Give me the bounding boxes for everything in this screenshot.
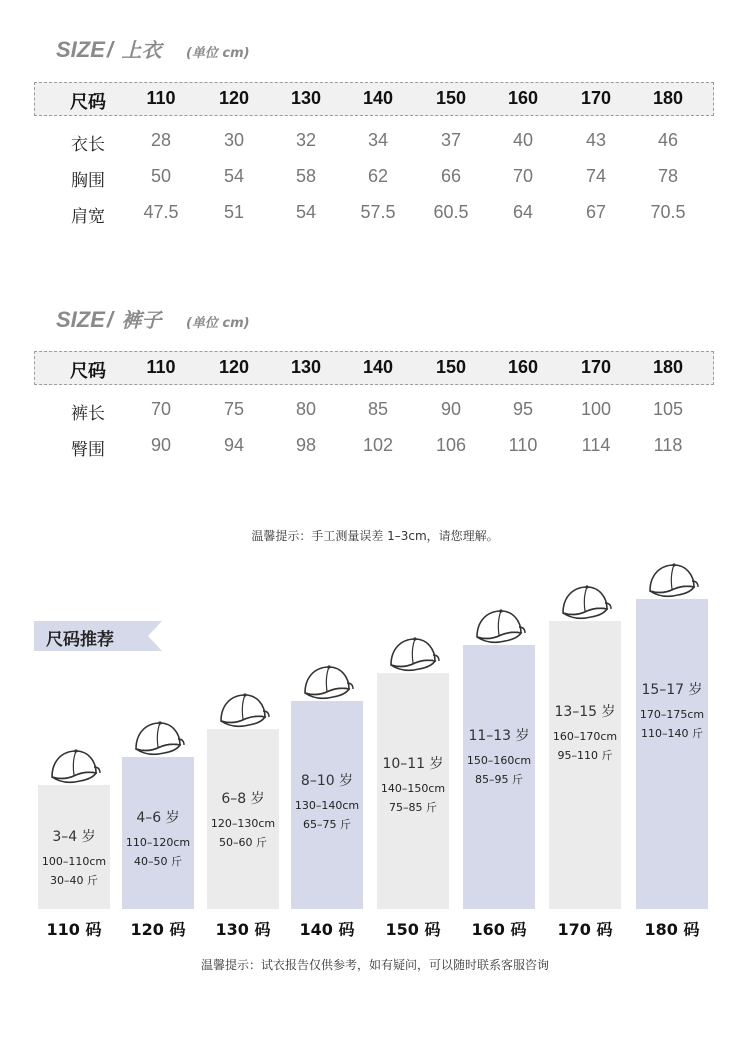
bar-size-label: 110 码 [46, 920, 102, 939]
garment-name: 上衣 [121, 38, 162, 62]
size-header-130: 130 [290, 357, 322, 377]
row-label: 裤长 [71, 404, 105, 424]
table-cell: 75 [223, 399, 245, 419]
table-cell: 85 [367, 399, 389, 419]
table-cell: 100 [580, 399, 612, 419]
size-header-160: 160 [507, 88, 539, 108]
bar-weight: 110–140 斤 [641, 727, 703, 740]
size-header-110: 110 [146, 357, 176, 377]
size-bar-2 [207, 729, 279, 909]
table-cell: 80 [295, 399, 317, 419]
table-cell: 114 [581, 435, 611, 455]
bar-age: 6–8 岁 [221, 791, 265, 807]
size-header-170: 170 [580, 88, 612, 108]
row-label: 臀围 [71, 440, 105, 460]
bar-height: 160–170cm [552, 730, 618, 743]
baseball-cap-icon [644, 561, 700, 601]
bar-age: 11–13 岁 [468, 728, 530, 744]
bar-height: 130–140cm [294, 799, 360, 812]
row-label: 肩宽 [71, 207, 105, 227]
size-header-120: 120 [218, 88, 250, 108]
unit-label: (单位 cm) [185, 46, 250, 61]
table-cell: 106 [435, 435, 467, 455]
size-header-120: 120 [218, 357, 250, 377]
bar-height: 140–150cm [380, 782, 446, 795]
table-cell: 43 [585, 130, 607, 150]
header-label: 尺码 [70, 361, 106, 382]
table-cell: 60.5 [433, 202, 469, 222]
table-cell: 110 [508, 435, 538, 455]
table-cell: 64 [512, 202, 534, 222]
size-header-140: 140 [362, 88, 394, 108]
baseball-cap-icon [215, 691, 271, 731]
size-header-160: 160 [507, 357, 539, 377]
row-label: 胸围 [71, 171, 105, 191]
size-header-180: 180 [652, 88, 684, 108]
size-word: SIZE [56, 37, 105, 62]
fit-tip: 温馨提示：试衣报告仅供参考，如有疑问，可以随时联系客服咨询 [200, 958, 549, 972]
size-bar-5 [463, 645, 535, 909]
bar-age: 13–15 岁 [554, 704, 616, 720]
table-cell: 94 [223, 435, 245, 455]
table-cell: 34 [367, 130, 389, 150]
table-cell: 90 [440, 399, 462, 419]
table-cell: 28 [150, 130, 172, 150]
bar-age: 3–4 岁 [52, 829, 96, 845]
table-cell: 66 [440, 166, 462, 186]
baseball-cap-icon [299, 663, 355, 703]
pants-section-title [56, 304, 250, 333]
table-cell: 70 [150, 399, 172, 419]
bar-age: 10–11 岁 [382, 756, 444, 772]
table-cell: 90 [150, 435, 172, 455]
size-header-130: 130 [290, 88, 322, 108]
table-cell: 46 [657, 130, 679, 150]
bar-weight: 50–60 斤 [219, 836, 267, 849]
size-word: SIZE [56, 307, 105, 332]
table-cell: 30 [223, 130, 245, 150]
bar-weight: 40–50 斤 [134, 855, 182, 868]
table-cell: 58 [295, 166, 317, 186]
unit-label: (单位 cm) [185, 316, 250, 331]
bar-height: 150–160cm [466, 754, 532, 767]
table-cell: 70.5 [650, 202, 686, 222]
recommend-title: 尺码推荐 [46, 630, 114, 650]
title-slash: / [106, 37, 114, 62]
size-bar-3 [291, 701, 363, 909]
baseball-cap-icon [385, 635, 441, 675]
size-bar-0 [38, 785, 110, 909]
table-cell: 102 [362, 435, 394, 455]
bar-size-label: 170 码 [557, 920, 613, 939]
table-cell: 51 [223, 202, 245, 222]
table-cell: 105 [652, 399, 684, 419]
bar-age: 15–17 岁 [641, 682, 703, 698]
bar-age: 4–6 岁 [136, 810, 180, 826]
top-section-title [56, 34, 250, 63]
table-cell: 54 [223, 166, 245, 186]
baseball-cap-icon [130, 719, 186, 759]
bar-size-label: 180 码 [644, 920, 700, 939]
table-cell: 47.5 [143, 202, 179, 222]
size-bar-6 [549, 621, 621, 909]
row-label: 衣长 [71, 135, 105, 155]
table-cell: 74 [585, 166, 607, 186]
size-bar-4 [377, 673, 449, 909]
bar-size-label: 120 码 [130, 920, 186, 939]
table-cell: 32 [295, 130, 317, 150]
size-header-180: 180 [652, 357, 684, 377]
size-header-170: 170 [580, 357, 612, 377]
size-bar-7 [636, 599, 708, 909]
table-cell: 67 [585, 202, 607, 222]
table-cell: 37 [440, 130, 462, 150]
size-header-150: 150 [435, 357, 467, 377]
table-cell: 54 [295, 202, 317, 222]
bar-size-label: 150 码 [385, 920, 441, 939]
bar-weight: 65–75 斤 [303, 818, 351, 831]
bar-size-label: 130 码 [215, 920, 271, 939]
table-cell: 98 [295, 435, 317, 455]
size-header-150: 150 [435, 88, 467, 108]
bar-age: 8–10 岁 [300, 773, 354, 789]
garment-name: 裤子 [121, 308, 162, 332]
recommend-banner [34, 621, 162, 651]
bar-height: 110–120cm [125, 836, 191, 849]
measurement-tip: 温馨提示：手工测量误差 1–3cm，请您理解。 [251, 529, 499, 543]
size-bar-1 [122, 757, 194, 909]
title-slash: / [106, 307, 114, 332]
table-cell: 40 [512, 130, 534, 150]
size-header-110: 110 [146, 88, 176, 108]
bar-weight: 85–95 斤 [475, 773, 523, 786]
size-header-140: 140 [362, 357, 394, 377]
header-label: 尺码 [70, 92, 106, 113]
baseball-cap-icon [46, 747, 102, 787]
table-cell: 95 [512, 399, 534, 419]
bar-weight: 95–110 斤 [557, 749, 613, 762]
table-cell: 57.5 [360, 202, 396, 222]
bar-weight: 75–85 斤 [389, 801, 437, 814]
bar-weight: 30–40 斤 [50, 874, 98, 887]
bar-size-label: 140 码 [299, 920, 355, 939]
table-cell: 70 [512, 166, 534, 186]
bar-height: 170–175cm [639, 708, 705, 721]
baseball-cap-icon [471, 607, 527, 647]
table-cell: 78 [657, 166, 679, 186]
bar-size-label: 160 码 [471, 920, 527, 939]
bar-height: 100–110cm [41, 855, 107, 868]
bar-height: 120–130cm [210, 817, 276, 830]
baseball-cap-icon [557, 583, 613, 623]
table-cell: 50 [150, 166, 172, 186]
table-cell: 62 [367, 166, 389, 186]
table-cell: 118 [653, 435, 683, 455]
